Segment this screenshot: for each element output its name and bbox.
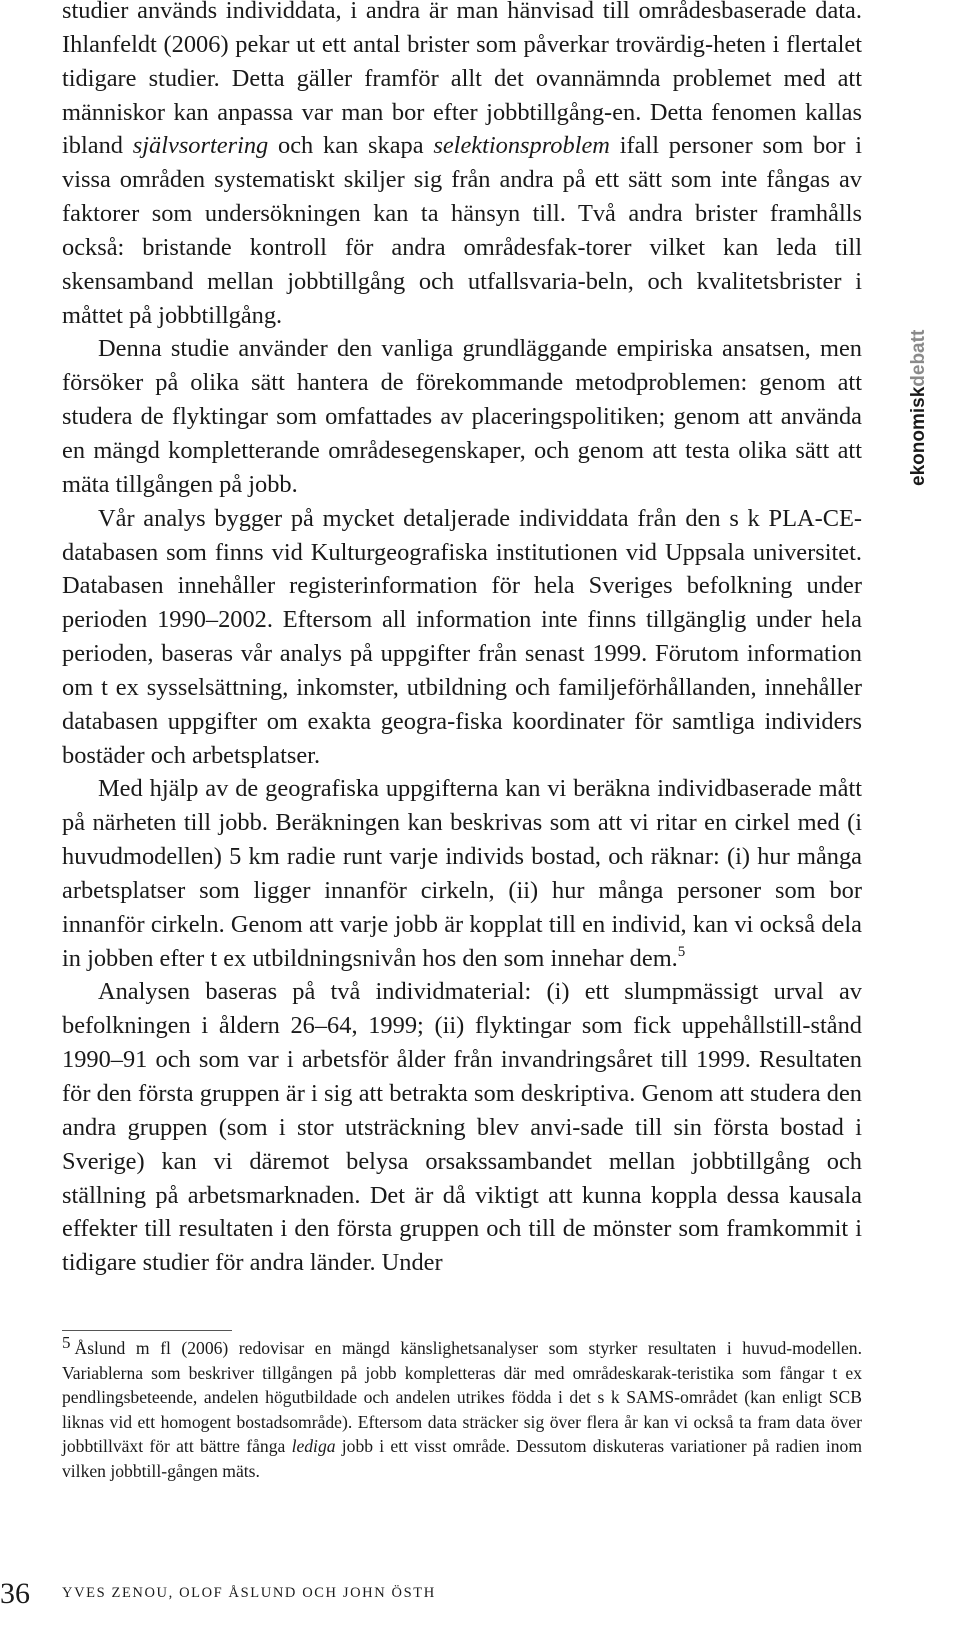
text-line: ifall personer som bor i vissa områden systematiskt skiljer sig från andra på bbox=[62, 132, 863, 194]
footnote-line: data sträcker sig över flera år kan vi också ta fram data över jobbtillväxt för att bättre fånga bbox=[62, 1411, 862, 1457]
text-line: tillgänglig under hela perioden, baseras vår analys på uppgifter från senast bbox=[62, 606, 862, 668]
footnote-reference[interactable]: 5 bbox=[677, 943, 686, 960]
footnote-line: jobb i ett visst område. Dessutom diskuteras variationer på radien inom vilken jobbtill- bbox=[62, 1436, 863, 1481]
text-line: Med hjälp av de geografiska uppgifterna kan vi beräkna individbaserade bbox=[98, 775, 812, 803]
term-sjalvsortering: självsortering bbox=[132, 132, 269, 160]
term-lediga: lediga bbox=[291, 1436, 336, 1457]
text-line: till de mönster som framkommit i tidigare studier för andra länder. Under bbox=[62, 1215, 862, 1277]
text-line: Analysen baseras på två individmaterial: (i) ett slumpmässigt urval av bbox=[98, 978, 862, 1006]
footnote-number: 5 bbox=[62, 1333, 71, 1352]
text-line: heten i flertalet tidigare studier. Detta gäller framför allt det ovannämnda bbox=[62, 30, 863, 92]
footnote-line: modellen. Variablerna som beskriver tillgången på jobb kompletteras där med områdeskarak- bbox=[62, 1338, 862, 1383]
journal-sidebar-tag bbox=[898, 290, 938, 490]
text-line: till en individ, kan vi också dela in jobben efter t ex utbildningsnivån hos bbox=[62, 910, 862, 972]
text-line: sade till sin första bostad i Sverige) kan vi däremot belysa orsakssambandet bbox=[62, 1113, 862, 1175]
text-line: problemet med att människor kan anpassa var man bor efter jobbtillgång- bbox=[62, 64, 862, 126]
text-line: 1999. Förutom information om t ex sysselsättning, inkomster, utbildning bbox=[62, 640, 862, 701]
text-line: data. Ihlanfeldt (2006) pekar ut ett antal brister som påverkar trovärdig- bbox=[62, 0, 862, 58]
text-line: den som innehar dem. bbox=[462, 944, 678, 972]
text-line: Två andra brister framhålls också: bristande kontroll för andra områdesfak- bbox=[62, 200, 862, 261]
text-line: stånd 1990–91 och som var i arbetsför ålder från invandringsåret till 1999. bbox=[62, 1012, 862, 1074]
text-line: mått på närheten till jobb. Beräkningen kan beskrivas som att vi ritar en bbox=[62, 775, 862, 837]
text-line: genom att testa olika sätt att mäta tillgången på jobb. bbox=[62, 436, 862, 498]
text-line: ett sätt som inte fångas av faktorer som undersökningen kan ta hänsyn till. bbox=[62, 166, 862, 228]
text-line: beln, och kvalitetsbrister i måttet på jobbtillgång. bbox=[62, 267, 863, 329]
svg-text:ekonomiskdebatt bbox=[908, 329, 929, 486]
paragraph-5 bbox=[62, 975, 862, 1280]
text-line: torer vilket kan leda till skensamband mellan jobbtillgång och utfallsvaria- bbox=[62, 233, 862, 295]
text-line: studier används individdata, i andra är man hänvisad till områdesbaserade bbox=[62, 0, 807, 24]
text-line: CE-databasen som finns vid Kulturgeografiska institutionen vid Uppsala bbox=[62, 504, 862, 566]
text-line: många personer som bor innanför cirkeln. Genom att varje jobb är kopplat bbox=[62, 876, 862, 938]
text-line: cirkel med (i huvudmodellen) 5 km radie runt varje individs bostad, och bbox=[62, 809, 863, 871]
text-line: Resultaten för den första gruppen är i sig att betrakta som deskriptiva. bbox=[62, 1046, 862, 1107]
text-line: befolkningen i åldern 26–64, 1999; (ii) flyktingar som fick uppehållstill- bbox=[62, 1012, 811, 1040]
text-line: Genom att studera den andra gruppen (som i stor utsträckning blev anvi- bbox=[62, 1080, 862, 1141]
text-line: men försöker på olika sätt hantera de förekommande metodproblemen: bbox=[62, 335, 862, 397]
footnote bbox=[62, 1333, 863, 1484]
footnote-line: Åslund m fl (2006) redovisar en mängd känslighetsanalyser som styrker resultaten i huvud- bbox=[74, 1338, 793, 1358]
paragraph-3 bbox=[62, 502, 862, 773]
paragraph-2 bbox=[62, 332, 862, 501]
footnote-divider bbox=[62, 1330, 232, 1331]
text-line: kunna koppla dessa kausala effekter till resultaten i den första gruppen och bbox=[62, 1181, 862, 1243]
text-line: mellan jobbtillgång och ställning på arbetsmarknaden. Det är då viktigt att bbox=[62, 1147, 862, 1209]
text-line: räknar: (i) hur många arbetsplatser som ligger innanför cirkeln, (ii) hur bbox=[62, 843, 862, 904]
text-line: befolkning under perioden 1990–2002. Eftersom all information inte finns bbox=[62, 572, 862, 634]
term-selektionsproblem: selektionsproblem bbox=[433, 132, 610, 160]
journal-wordmark bbox=[898, 290, 938, 490]
footnote-line: gången mäts. bbox=[167, 1460, 260, 1481]
text-line: fiska koordinater för samtliga individers bostäder och arbetsplatser. bbox=[62, 707, 863, 769]
text-line: en. Detta fenomen kallas ibland bbox=[62, 98, 862, 160]
text-line: genom att använda en mängd kompletterande områdesegenskaper, och bbox=[62, 403, 862, 464]
text-line: Vår analys bygger på mycket detaljerade individdata från den s k PLA- bbox=[98, 504, 823, 532]
footnote-line: i det s k SAMS-området (kan enligt SCB liknas vid ett homogent bostadsområde). Eftersom bbox=[62, 1387, 862, 1432]
page-number: 36 bbox=[0, 1577, 30, 1610]
wordmark-debatt: debatt bbox=[908, 329, 929, 387]
text-line: universitet. Databasen innehåller registerinformation för hela Sveriges bbox=[62, 538, 862, 600]
running-footer-authors: YVES ZENOU, OLOF ÅSLUND OCH JOHN ÖSTH bbox=[62, 1585, 436, 1601]
wordmark-ekonomisk: ekonomisk bbox=[908, 386, 929, 486]
text-line: Denna studie använder den vanliga grundläggande empiriska ansatsen, bbox=[98, 335, 811, 363]
body-text bbox=[62, 0, 862, 1280]
footnote-line: teristika som fångar t ex pendlingsbeteende, andelen högutbildade och andelen utrikes födda bbox=[62, 1362, 862, 1408]
text-line: och familjeförhållanden, innehåller databasen uppgifter om exakta geogra- bbox=[62, 673, 862, 735]
paragraph-1 bbox=[62, 0, 862, 332]
paragraph-4 bbox=[62, 772, 862, 975]
text-line: genom att studera de flyktingar som omfattades av placeringspolitiken; bbox=[62, 369, 862, 431]
text-line: och kan skapa bbox=[268, 132, 434, 160]
